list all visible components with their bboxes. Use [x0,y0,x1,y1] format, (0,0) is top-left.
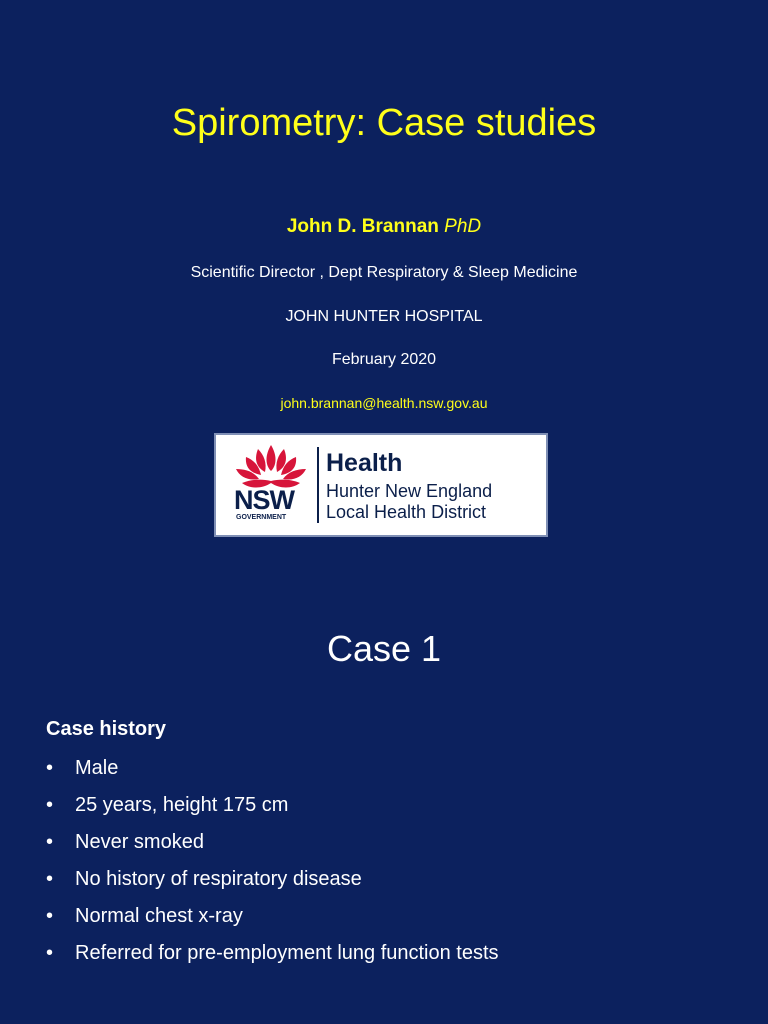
list-item [46,865,499,902]
presentation-date: February 2020 [331,351,437,368]
author-name: John D. Brannan [286,216,439,237]
nsw-health-logo [214,433,548,537]
list-item-text: Referred for pre-employment lung function tests [75,942,499,964]
list-item [46,939,499,976]
author-position: Scientific Director , Dept Respiratory & Sleep Medicine [190,264,578,281]
list-item-text: Normal chest x-ray [75,905,243,927]
health-wordmark: Health [326,449,403,477]
district-name-line2: Local Health District [326,502,487,522]
list-item [46,754,499,791]
bullet-icon: • [46,794,54,816]
government-wordmark: GOVERNMENT [236,514,287,521]
list-item-text: 25 years, height 175 cm [75,794,289,816]
bullet-icon: • [46,942,54,964]
author-degree: PhD [444,216,482,237]
author-email: john.brannan@health.nsw.gov.au [280,395,488,411]
bullet-icon: • [46,757,54,779]
list-item [46,828,499,865]
case-history-list [46,754,499,976]
nsw-wordmark: NSW [234,485,294,515]
case-history-heading: Case history [46,718,167,740]
district-name-line1: Hunter New England [326,481,493,501]
bullet-icon: • [46,905,54,927]
organization-name: JOHN HUNTER HOSPITAL [285,308,483,325]
case-slide [0,580,768,1024]
list-item [46,902,499,939]
list-item-text: Never smoked [75,831,204,853]
case-title: Case 1 [326,628,442,669]
list-item [46,791,499,828]
bullet-icon: • [46,831,54,853]
author-line [0,216,768,238]
bullet-icon: • [46,868,54,890]
presentation-title: Spirometry: Case studies [171,102,597,144]
logo-divider [317,447,319,523]
list-item-text: No history of respiratory disease [75,868,362,890]
list-item-text: Male [75,757,119,779]
